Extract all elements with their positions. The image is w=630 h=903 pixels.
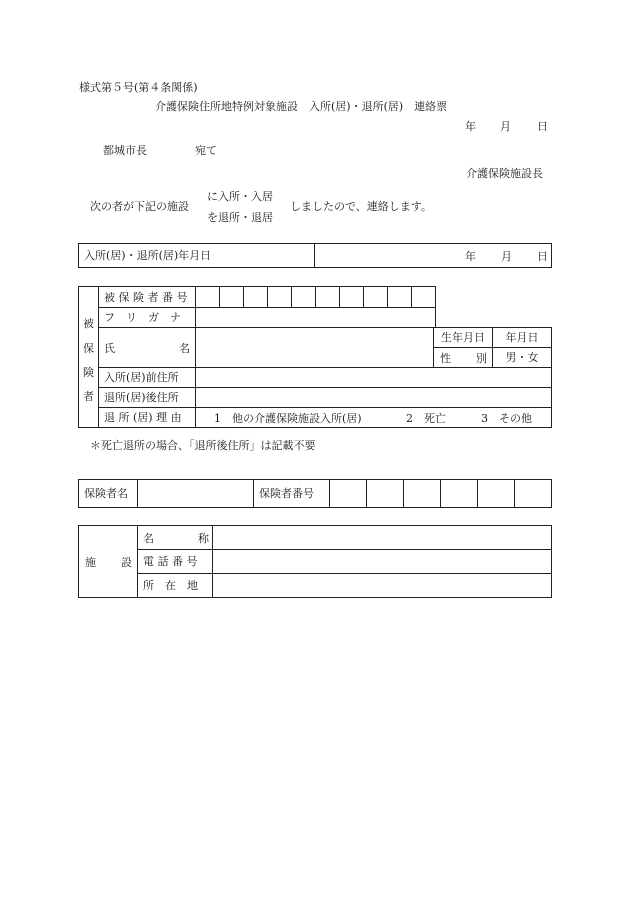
move-date-table	[78, 243, 552, 268]
facility-address-label: 所 在 地	[138, 574, 213, 598]
name-label-part: 氏	[104, 342, 115, 355]
prev-address-label: 入所(居)前住所	[99, 368, 196, 388]
insured-number-digit[interactable]	[340, 287, 364, 308]
insured-number-digit[interactable]	[388, 287, 412, 308]
insurer-number-digit[interactable]	[478, 480, 515, 508]
insured-side-label	[79, 316, 99, 428]
insurer-number-digit[interactable]	[330, 480, 367, 508]
notice-prefix: 次の者が下記の施設	[90, 200, 189, 213]
prev-address-field[interactable]	[196, 368, 552, 388]
insurer-name-field[interactable]	[138, 480, 254, 508]
name-field[interactable]	[196, 328, 434, 368]
notice-option-enter[interactable]: に入所・入居	[207, 190, 273, 203]
date-month-label: 月	[500, 120, 511, 133]
insurer-number-digit[interactable]	[404, 480, 441, 508]
move-date-day: 日	[537, 250, 548, 263]
name-label-part: 名	[179, 342, 190, 355]
move-date-field[interactable]	[315, 244, 552, 268]
insured-number-label: 被 保 険 者 番 号	[99, 287, 196, 308]
facility-phone-field[interactable]	[213, 550, 552, 574]
addressee-suffix: 宛て	[195, 144, 217, 157]
insured-number-digit[interactable]	[364, 287, 388, 308]
footnote: ＊死亡退所の場合、「退所後住所」は記載不要	[90, 439, 316, 452]
facility-phone-label: 電 話 番 号	[138, 550, 213, 574]
insured-number-digit[interactable]	[220, 287, 244, 308]
furigana-field[interactable]	[196, 308, 436, 328]
addressee: 都城市長	[103, 144, 147, 157]
furigana-label: フ リ ガ ナ	[99, 308, 196, 328]
insured-side-char: 者	[83, 389, 94, 403]
move-date-label: 入所(居)・退所(居)年月日	[79, 244, 315, 268]
facility-side-char: 施	[85, 556, 96, 569]
insurer-name-label: 保険者名	[79, 480, 138, 508]
insured-number-digit[interactable]	[244, 287, 268, 308]
name-label	[99, 328, 196, 368]
facility-name-label	[138, 526, 213, 550]
insured-side-char: 保	[83, 341, 94, 355]
form-title: 介護保険住所地特例対象施設 入所(居)・退所(居) 連絡票	[155, 100, 448, 113]
facility-name-label-part: 名	[143, 532, 154, 545]
post-address-field[interactable]	[196, 388, 552, 408]
facility-name-field[interactable]	[213, 526, 552, 550]
reason-option-death[interactable]: 2 死亡	[406, 412, 446, 425]
insurer-number-digit[interactable]	[515, 480, 552, 508]
insured-number-digit[interactable]	[316, 287, 340, 308]
insurer-table	[78, 479, 552, 508]
insured-table-top	[78, 286, 436, 328]
move-date-month: 月	[501, 250, 512, 263]
gender-label	[434, 348, 493, 368]
insurer-number-digit[interactable]	[367, 480, 404, 508]
move-date-year: 年	[465, 250, 476, 263]
facility-address-field[interactable]	[213, 574, 552, 598]
notice-suffix: しましたので、連絡します。	[290, 200, 432, 213]
facility-side-char: 設	[121, 556, 132, 569]
gender-field[interactable]: 男・女	[493, 348, 552, 368]
date-year-label: 年	[465, 120, 476, 133]
reason-option-other[interactable]: 3 その他	[481, 412, 532, 425]
post-address-label: 退所(居)後住所	[99, 388, 196, 408]
insured-number-digit[interactable]	[292, 287, 316, 308]
dob-label: 生年月日	[434, 328, 493, 348]
insured-number-digit[interactable]	[196, 287, 220, 308]
facility-name-label-part: 称	[198, 532, 209, 545]
insurer-number-digit[interactable]	[441, 480, 478, 508]
reason-option-transfer[interactable]: 1 他の介護保険施設入所(居)	[214, 412, 362, 425]
facility-table	[78, 525, 552, 598]
facility-side-label	[79, 526, 138, 598]
insurer-number-label: 保険者番号	[254, 480, 330, 508]
date-day-label: 日	[537, 120, 548, 133]
insured-number-digit[interactable]	[268, 287, 292, 308]
insured-side-char: 険	[83, 365, 94, 379]
notice-option-leave[interactable]: を退所・退居	[207, 211, 273, 224]
reason-label: 退 所 (居) 理 由	[99, 408, 196, 428]
reason-field[interactable]	[196, 408, 552, 428]
insured-number-digit[interactable]	[412, 287, 436, 308]
insured-side-char: 被	[83, 316, 94, 330]
form-number: 様式第５号(第４条関係)	[79, 81, 198, 94]
dob-field[interactable]: 年月日	[493, 328, 552, 348]
sender-title: 介護保険施設長	[466, 167, 543, 180]
gender-label-part: 別	[476, 352, 487, 365]
gender-label-part: 性	[440, 352, 451, 365]
